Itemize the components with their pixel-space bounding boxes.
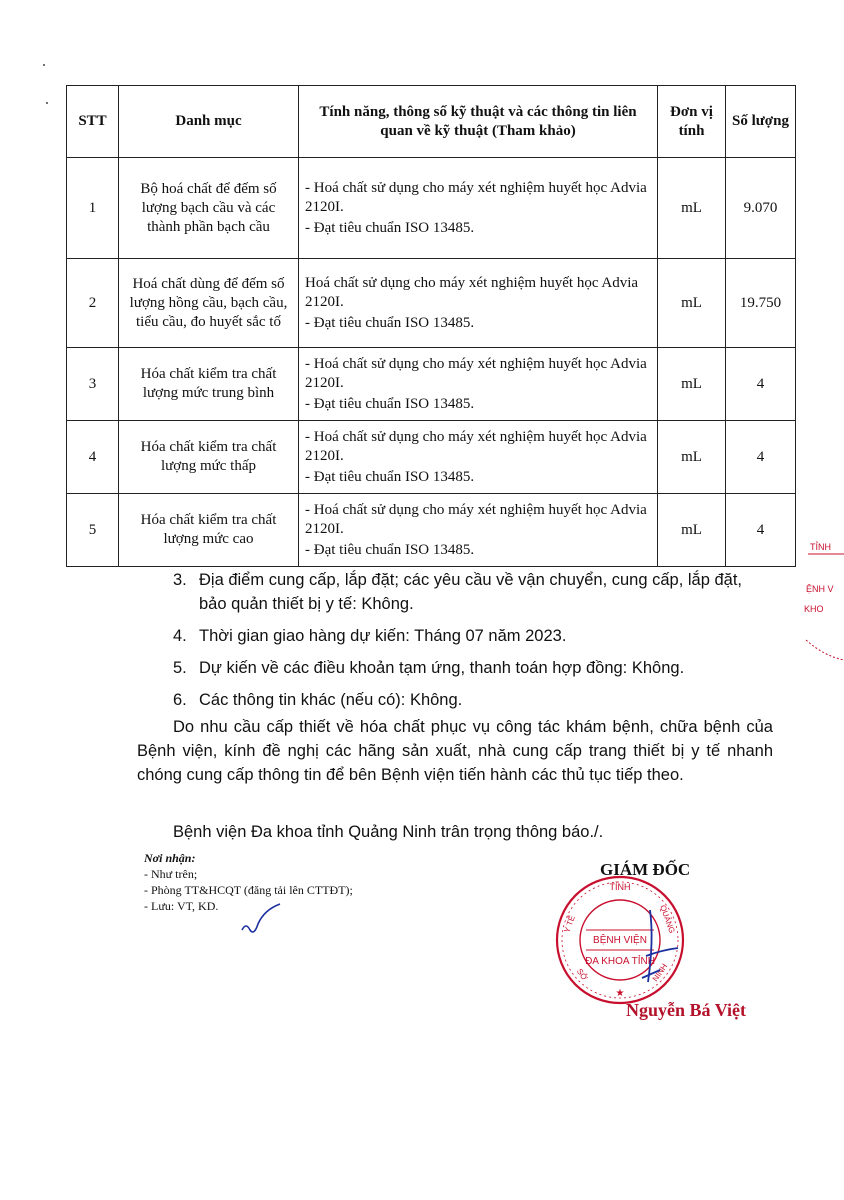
svg-text:★: ★: [615, 988, 625, 999]
item-text: Thời gian giao hàng dự kiến: Tháng 07 năm 2023.: [199, 627, 567, 645]
cell-stt: 4: [67, 421, 119, 494]
list-item: [173, 656, 773, 680]
cell-category: Hoá chất dùng để đếm số lượng hồng cầu, bạch cầu, tiểu cầu, đo huyết sắc tố: [119, 259, 299, 348]
cell-unit: mL: [658, 348, 726, 421]
initials-signature-icon: [236, 900, 286, 940]
item-text: Dự kiến về các điều khoản tạm ứng, thanh toán hợp đồng: Không.: [199, 659, 685, 677]
recipient-line: - Phòng TT&HCQT (đăng tải lên CTTĐT);: [144, 883, 353, 897]
cell-stt: 1: [67, 158, 119, 259]
spec-line: - Hoá chất sử dụng cho máy xét nghiệm huyết học Advia 2120I.: [305, 428, 647, 464]
cell-category: Hóa chất kiểm tra chất lượng mức thấp: [119, 421, 299, 494]
request-paragraph: Do nhu cầu cấp thiết về hóa chất phục vụ công tác khám bệnh, chữa bệnh của Bệnh viện, kính đề nghị các hãng sản xuất, nhà cung cấp trang thiết bị y tế nhanh chóng cung cấp thông tin để bên Bệnh viện tiến hành các thủ tục tiếp theo.: [137, 718, 773, 784]
cell-stt: 5: [67, 494, 119, 567]
item-number: 5.: [173, 659, 187, 677]
specification-table: [66, 85, 796, 567]
closing-notice: Bệnh viện Đa khoa tỉnh Quảng Ninh trân trọng thông báo./.: [173, 823, 604, 841]
cell-qty: 19.750: [726, 259, 796, 348]
recipient-line: - Như trên;: [144, 867, 198, 881]
scan-speck: [43, 64, 45, 66]
seal-line-2: ĐA KHOA TỈNH: [585, 956, 655, 967]
scan-speck: [46, 102, 48, 104]
cell-qty: 4: [726, 494, 796, 567]
cell-category: Hóa chất kiểm tra chất lượng mức cao: [119, 494, 299, 567]
edge-seal-line-2: ỆNH V: [806, 584, 834, 594]
table-row: [67, 259, 796, 348]
cell-spec: [299, 348, 658, 421]
spec-line: - Đạt tiêu chuẩn ISO 13485.: [305, 219, 475, 236]
table-row: [67, 421, 796, 494]
cell-spec: [299, 494, 658, 567]
cell-unit: mL: [658, 259, 726, 348]
spec-line: - Đạt tiêu chuẩn ISO 13485.: [305, 395, 475, 412]
item-number: 3.: [173, 571, 187, 589]
signer-name: Nguyễn Bá Việt: [626, 1000, 747, 1020]
numbered-items: [173, 568, 773, 720]
cell-unit: mL: [658, 158, 726, 259]
seal-ring-right: QUẢNG: [658, 903, 677, 935]
header-spec: Tính năng, thông số kỹ thuật và các thông tin liên quan về kỹ thuật (Tham khảo): [299, 86, 658, 158]
seal-line-1: BỆNH VIỆN: [593, 935, 647, 946]
header-category: Danh mục: [119, 86, 299, 158]
cell-category: Hóa chất kiểm tra chất lượng mức trung bình: [119, 348, 299, 421]
cell-stt: 2: [67, 259, 119, 348]
recipients-title: Nơi nhận:: [144, 851, 196, 865]
seal-ring-bottom-left: SỞ: [574, 966, 590, 983]
list-item: [173, 568, 773, 616]
table-row: [67, 348, 796, 421]
list-item: [173, 688, 773, 712]
cell-spec: [299, 158, 658, 259]
seal-ring-left: Y TẾ: [562, 914, 577, 934]
official-seal-icon: [550, 870, 690, 1010]
cell-stt: 3: [67, 348, 119, 421]
edge-seal-fragment-icon: [800, 520, 844, 670]
spec-line: Hoá chất sử dụng cho máy xét nghiệm huyết học Advia 2120I.: [305, 274, 639, 310]
list-item: [173, 624, 773, 648]
item-text: Địa điểm cung cấp, lắp đặt; các yêu cầu về vận chuyển, cung cấp, lắp đặt, bảo quản thiết bị y tế: Không.: [199, 571, 743, 613]
header-qty: Số lượng: [726, 86, 796, 158]
edge-seal-line-1: TỈNH: [810, 542, 831, 552]
header-stt: STT: [67, 86, 119, 158]
item-number: 4.: [173, 627, 187, 645]
cell-qty: 4: [726, 348, 796, 421]
cell-qty: 4: [726, 421, 796, 494]
cell-unit: mL: [658, 494, 726, 567]
recipient-line: - Lưu: VT, KD.: [144, 899, 219, 913]
edge-seal-line-3: KHO: [804, 604, 824, 614]
header-unit: Đơn vị tính: [658, 86, 726, 158]
table-row: [67, 494, 796, 567]
spec-line: - Đạt tiêu chuẩn ISO 13485.: [305, 314, 475, 331]
seal-ring-top: TỈNH: [609, 882, 631, 892]
spec-line: - Hoá chất sử dụng cho máy xét nghiệm huyết học Advia 2120I.: [305, 355, 647, 391]
spec-line: - Đạt tiêu chuẩn ISO 13485.: [305, 541, 475, 558]
cell-unit: mL: [658, 421, 726, 494]
cell-category: Bộ hoá chất để đếm số lượng bạch cầu và các thành phần bạch cầu: [119, 158, 299, 259]
item-text: Các thông tin khác (nếu có): Không.: [199, 691, 463, 709]
table-header-row: [67, 86, 796, 158]
item-number: 6.: [173, 691, 187, 709]
cell-spec: [299, 421, 658, 494]
cell-spec: [299, 259, 658, 348]
spec-line: - Hoá chất sử dụng cho máy xét nghiệm huyết học Advia 2120I.: [305, 501, 647, 537]
spec-line: - Đạt tiêu chuẩn ISO 13485.: [305, 468, 475, 485]
signer-title: GIÁM ĐỐC: [600, 860, 691, 879]
seal-ring-bottom-right: NINH: [650, 961, 670, 984]
spec-line: - Hoá chất sử dụng cho máy xét nghiệm huyết học Advia 2120I.: [305, 179, 647, 215]
cell-qty: 9.070: [726, 158, 796, 259]
table-row: [67, 158, 796, 259]
